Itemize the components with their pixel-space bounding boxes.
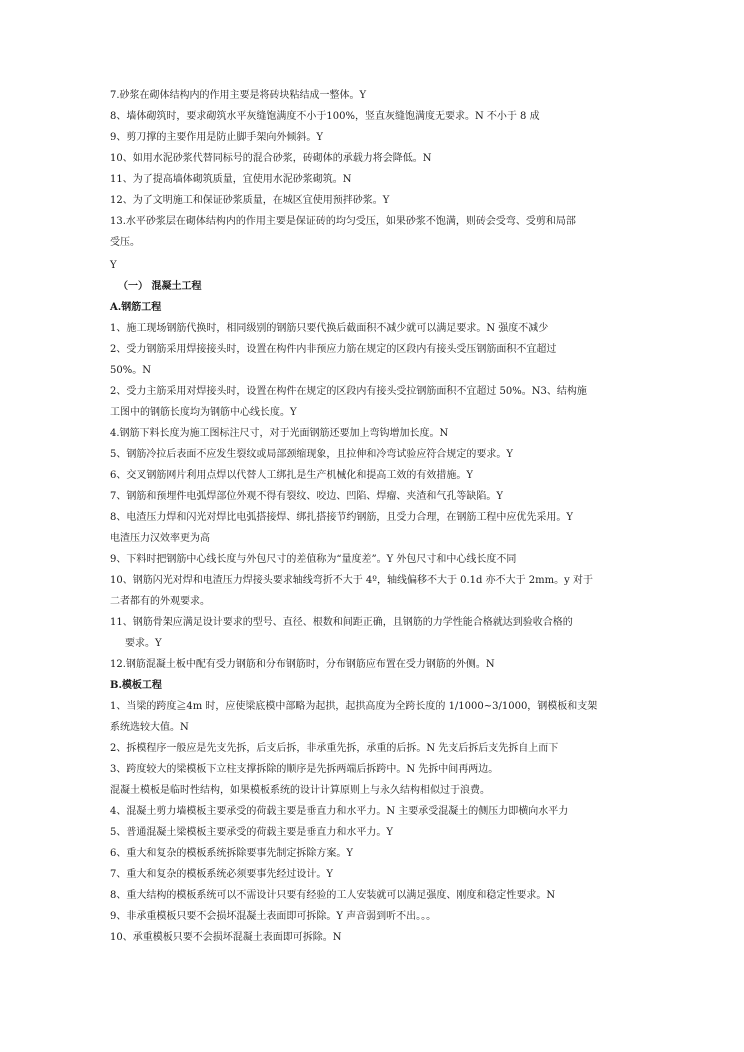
formwork-item: 3、跨度较大的梁模板下立柱支撑拆除的顺序是先拆两端后拆跨中。N 先拆中间再两边。 — [110, 764, 499, 775]
rebar-item: 工图中的钢筋长度均为钢筋中心线长度。Y — [110, 407, 297, 418]
heading-formwork: B.模板工程 — [110, 680, 162, 691]
formwork-item: 2、拆模程序一般应是先支先拆，后支后拆，非承重先拆，承重的后拆。N 先支后拆后支先拆自上而下 — [110, 743, 559, 754]
masonry-item-13: 13.水平砂浆层在砌体结构内的作用主要是保证砖的均匀受压，如果砂浆不饱满，则砖会受弯、受剪和局部 — [110, 216, 576, 227]
formwork-item: 7、重大和复杂的模板系统必须要事先经过设计。Y — [110, 869, 333, 880]
masonry-item-9: 9、剪刀撑的主要作用是防止脚手架向外倾斜。Y — [110, 132, 323, 143]
rebar-item: 7、钢筋和预埋件电弧焊部位外观不得有裂纹、咬边、凹陷、焊瘤、夹渣和气孔等缺陷。Y — [110, 491, 503, 502]
masonry-item-12: 12、为了文明施工和保证砂浆质量，在城区宜使用预拌砂浆。Y — [110, 195, 390, 206]
heading-rebar: A.钢筋工程 — [110, 302, 162, 313]
formwork-item: 8、重大结构的模板系统可以不需设计只要有经验的工人安装就可以满足强度、刚度和稳定性要求。N — [110, 890, 556, 901]
formwork-item: 10、承重模板只要不会损坏混凝土表面即可拆除。N — [110, 932, 342, 943]
masonry-item-8: 8、墙体砌筑时，要求砌筑水平灰缝饱满度不小于100%，竖直灰缝饱满度无要求。N 不小于 8 成 — [110, 111, 540, 122]
rebar-item: 9、下料时把钢筋中心线长度与外包尺寸的差值称为“量度差”。Y 外包尺寸和中心线长度不同 — [110, 554, 517, 565]
rebar-item: 10、钢筋闪光对焊和电渣压力焊接头要求轴线弯折不大于 4º，轴线偏移不大于 0.1d 亦不大于 2mm。y 对于 — [110, 575, 593, 586]
formwork-item: 系统选较大值。N — [110, 722, 189, 733]
rebar-item: 6、交叉钢筋网片利用点焊以代替人工绑扎是生产机械化和提高工效的有效措施。Y — [110, 470, 473, 481]
formwork-item: 6、重大和复杂的模板系统拆除要事先制定拆除方案。Y — [110, 848, 353, 859]
masonry-item-10: 10、如用水泥砂浆代替同标号的混合砂浆，砖砌体的承载力将会降低。N — [110, 153, 432, 164]
masonry-item-13-cont: 受压。 — [110, 237, 140, 248]
rebar-item: 2、受力钢筋采用焊接接头时，设置在构件内非预应力筋在规定的区段内有接头受压钢筋面积不宜超过 — [110, 344, 557, 355]
section-title-concrete: （一） 混凝土工程 — [118, 281, 202, 292]
rebar-item: 11、钢筋骨架应满足设计要求的型号、直径、根数和间距正确，且钢筋的力学性能合格就达到验收合格的 — [110, 617, 573, 628]
formwork-item: 1、当梁的跨度≧4m 时，应使梁底模中部略为起拱，起拱高度为全跨长度的 1/1000~3/1000，钢模板和支架 — [110, 701, 598, 712]
rebar-item: 要求。Y — [125, 638, 162, 649]
rebar-item: 二者都有的外观要求。 — [110, 596, 210, 607]
masonry-item-11: 11、为了提高墙体砌筑质量，宜使用水泥砂浆砌筑。N — [110, 174, 352, 185]
rebar-item: 4.钢筋下料长度为施工图标注尺寸，对于光面钢筋还要加上弯钩增加长度。N — [110, 428, 449, 439]
rebar-item: 电渣压力汉效率更为高 — [110, 533, 210, 544]
rebar-item: 1、施工现场钢筋代换时，相同级别的钢筋只要代换后截面积不减少就可以满足要求。N 强度不减少 — [110, 323, 549, 334]
formwork-item: 混凝土模板是临时性结构，如果模板系统的设计计算原则上与永久结构相似过于浪费。 — [110, 785, 490, 796]
formwork-item: 9、非承重模板只要不会损坏混凝土表面即可拆除。Y 声音弱到听不出。。。 — [110, 911, 437, 922]
masonry-item-7: 7.砂浆在砌体结构内的作用主要是将砖块粘结成一整体。Y — [110, 90, 367, 101]
masonry-item-13-answer: Y — [110, 260, 117, 271]
rebar-item: 12.钢筋混凝土板中配有受力钢筋和分布钢筋时，分布钢筋应布置在受力钢筋的外侧。N — [110, 659, 495, 670]
rebar-item: 5、钢筋冷拉后表面不应发生裂纹或局部颈缩现象，且拉伸和冷弯试验应符合规定的要求。Y — [110, 449, 513, 460]
formwork-item: 4、混凝土剪力墙模板主要承受的荷载主要是垂直力和水平力。N 主要承受混凝土的侧压力即横向水平力 — [110, 806, 569, 817]
formwork-item: 5、普通混凝土梁模板主要承受的荷载主要是垂直力和水平力。Y — [110, 827, 393, 838]
rebar-item: 50%。N — [110, 365, 151, 376]
rebar-item: 8、电渣压力焊和闪光对焊比电弧搭接焊、绑扎搭接节约钢筋，且受力合理，在钢筋工程中应优先采用。Y — [110, 512, 573, 523]
rebar-item: 2、受力主筋采用对焊接头时，设置在构件在规定的区段内有接头受拉钢筋面积不宜超过 50%。N3、结构施 — [110, 386, 587, 397]
